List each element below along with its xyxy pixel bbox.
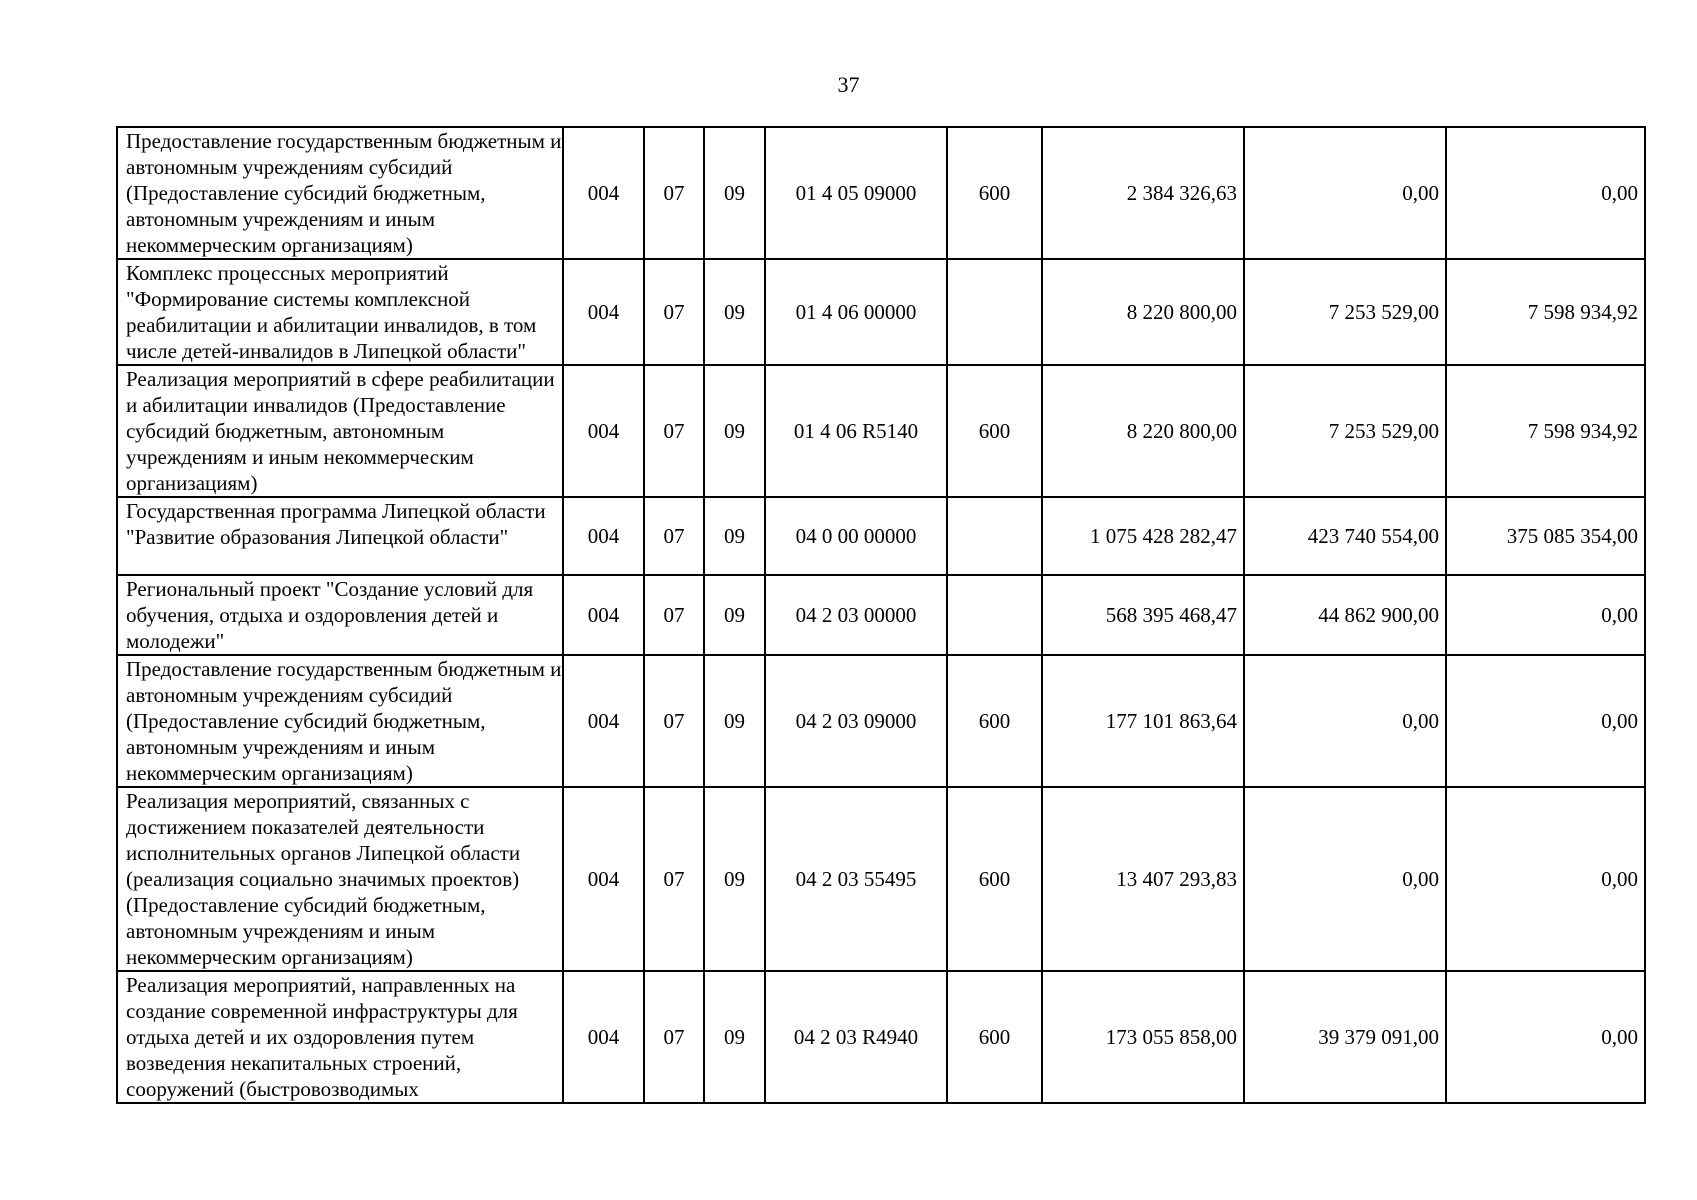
subsection-code: 09 (704, 971, 765, 1103)
amount-year-1: 13 407 293,83 (1042, 787, 1244, 971)
row-name: Комплекс процессных мероприятий "Формирование системы комплексной реабилитации и абилитации инвалидов, в том числе детей-инвалидов в Липецкой области" (117, 259, 563, 365)
table-row (117, 259, 1645, 365)
amount-year-2: 0,00 (1244, 127, 1446, 259)
row-name: Предоставление государственным бюджетным и автономным учреждениям субсидий (Предоставление субсидий бюджетным, автономным учреждениям и иным некоммерческим организациям) (117, 655, 563, 787)
subsection-code: 09 (704, 787, 765, 971)
row-name: Предоставление государственным бюджетным и автономным учреждениям субсидий (Предоставление субсидий бюджетным, автономным учреждениям и иным некоммерческим организациям) (117, 127, 563, 259)
target-article-code: 04 2 03 55495 (765, 787, 947, 971)
section-code: 07 (644, 575, 704, 655)
target-article-code: 04 2 03 09000 (765, 655, 947, 787)
ministry-code: 004 (563, 971, 644, 1103)
amount-year-2: 44 862 900,00 (1244, 575, 1446, 655)
target-article-code: 01 4 06 R5140 (765, 365, 947, 497)
amount-year-2: 0,00 (1244, 787, 1446, 971)
amount-year-3: 0,00 (1446, 575, 1645, 655)
amount-year-1: 177 101 863,64 (1042, 655, 1244, 787)
section-code: 07 (644, 259, 704, 365)
ministry-code: 004 (563, 497, 644, 575)
subsection-code: 09 (704, 365, 765, 497)
target-article-code: 01 4 05 09000 (765, 127, 947, 259)
ministry-code: 004 (563, 365, 644, 497)
ministry-code: 004 (563, 259, 644, 365)
amount-year-1: 8 220 800,00 (1042, 365, 1244, 497)
ministry-code: 004 (563, 655, 644, 787)
subsection-code: 09 (704, 655, 765, 787)
amount-year-3: 0,00 (1446, 655, 1645, 787)
expense-type-code: 600 (947, 655, 1042, 787)
expense-type-code: 600 (947, 787, 1042, 971)
amount-year-1: 2 384 326,63 (1042, 127, 1244, 259)
section-code: 07 (644, 655, 704, 787)
amount-year-3: 7 598 934,92 (1446, 259, 1645, 365)
amount-year-3: 0,00 (1446, 127, 1645, 259)
ministry-code: 004 (563, 787, 644, 971)
section-code: 07 (644, 971, 704, 1103)
amount-year-2: 39 379 091,00 (1244, 971, 1446, 1103)
row-name: Региональный проект "Создание условий для обучения, отдыха и оздоровления детей и молодежи" (117, 575, 563, 655)
expense-type-code (947, 259, 1042, 365)
page-number: 37 (837, 72, 860, 97)
amount-year-3: 0,00 (1446, 787, 1645, 971)
row-name: Государственная программа Липецкой области "Развитие образования Липецкой области" (117, 497, 563, 575)
row-name: Реализация мероприятий в сфере реабилитации и абилитации инвалидов (Предоставление субсидий бюджетным, автономным учреждениям и иным некоммерческим организациям) (117, 365, 563, 497)
amount-year-3: 375 085 354,00 (1446, 497, 1645, 575)
amount-year-3: 0,00 (1446, 971, 1645, 1103)
amount-year-1: 8 220 800,00 (1042, 259, 1244, 365)
amount-year-2: 7 253 529,00 (1244, 365, 1446, 497)
section-code: 07 (644, 127, 704, 259)
table-row (117, 365, 1645, 497)
amount-year-1: 568 395 468,47 (1042, 575, 1244, 655)
expense-type-code: 600 (947, 365, 1042, 497)
table-row (117, 127, 1645, 259)
table-row (117, 971, 1645, 1103)
subsection-code: 09 (704, 259, 765, 365)
expense-type-code (947, 497, 1042, 575)
amount-year-1: 173 055 858,00 (1042, 971, 1244, 1103)
subsection-code: 09 (704, 127, 765, 259)
table-row (117, 655, 1645, 787)
table-row (117, 497, 1645, 575)
section-code: 07 (644, 787, 704, 971)
expense-type-code: 600 (947, 127, 1042, 259)
target-article-code: 04 0 00 00000 (765, 497, 947, 575)
target-article-code: 01 4 06 00000 (765, 259, 947, 365)
ministry-code: 004 (563, 575, 644, 655)
ministry-code: 004 (563, 127, 644, 259)
budget-table (116, 126, 1646, 1104)
target-article-code: 04 2 03 00000 (765, 575, 947, 655)
section-code: 07 (644, 365, 704, 497)
amount-year-2: 7 253 529,00 (1244, 259, 1446, 365)
target-article-code: 04 2 03 R4940 (765, 971, 947, 1103)
subsection-code: 09 (704, 575, 765, 655)
amount-year-1: 1 075 428 282,47 (1042, 497, 1244, 575)
section-code: 07 (644, 497, 704, 575)
amount-year-3: 7 598 934,92 (1446, 365, 1645, 497)
amount-year-2: 423 740 554,00 (1244, 497, 1446, 575)
expense-type-code: 600 (947, 971, 1042, 1103)
amount-year-2: 0,00 (1244, 655, 1446, 787)
table-row (117, 787, 1645, 971)
row-name: Реализация мероприятий, направленных на создание современной инфраструктуры для отдыха детей и их оздоровления путем возведения некапитальных строений, сооружений (быстровозводимых (117, 971, 563, 1103)
table-row (117, 575, 1645, 655)
row-name: Реализация мероприятий, связанных с достижением показателей деятельности исполнительных органов Липецкой области (реализация социально значимых проектов) (Предоставление субсидий бюджетным, автономным учреждениям и иным некоммерческим организациям) (117, 787, 563, 971)
subsection-code: 09 (704, 497, 765, 575)
expense-type-code (947, 575, 1042, 655)
